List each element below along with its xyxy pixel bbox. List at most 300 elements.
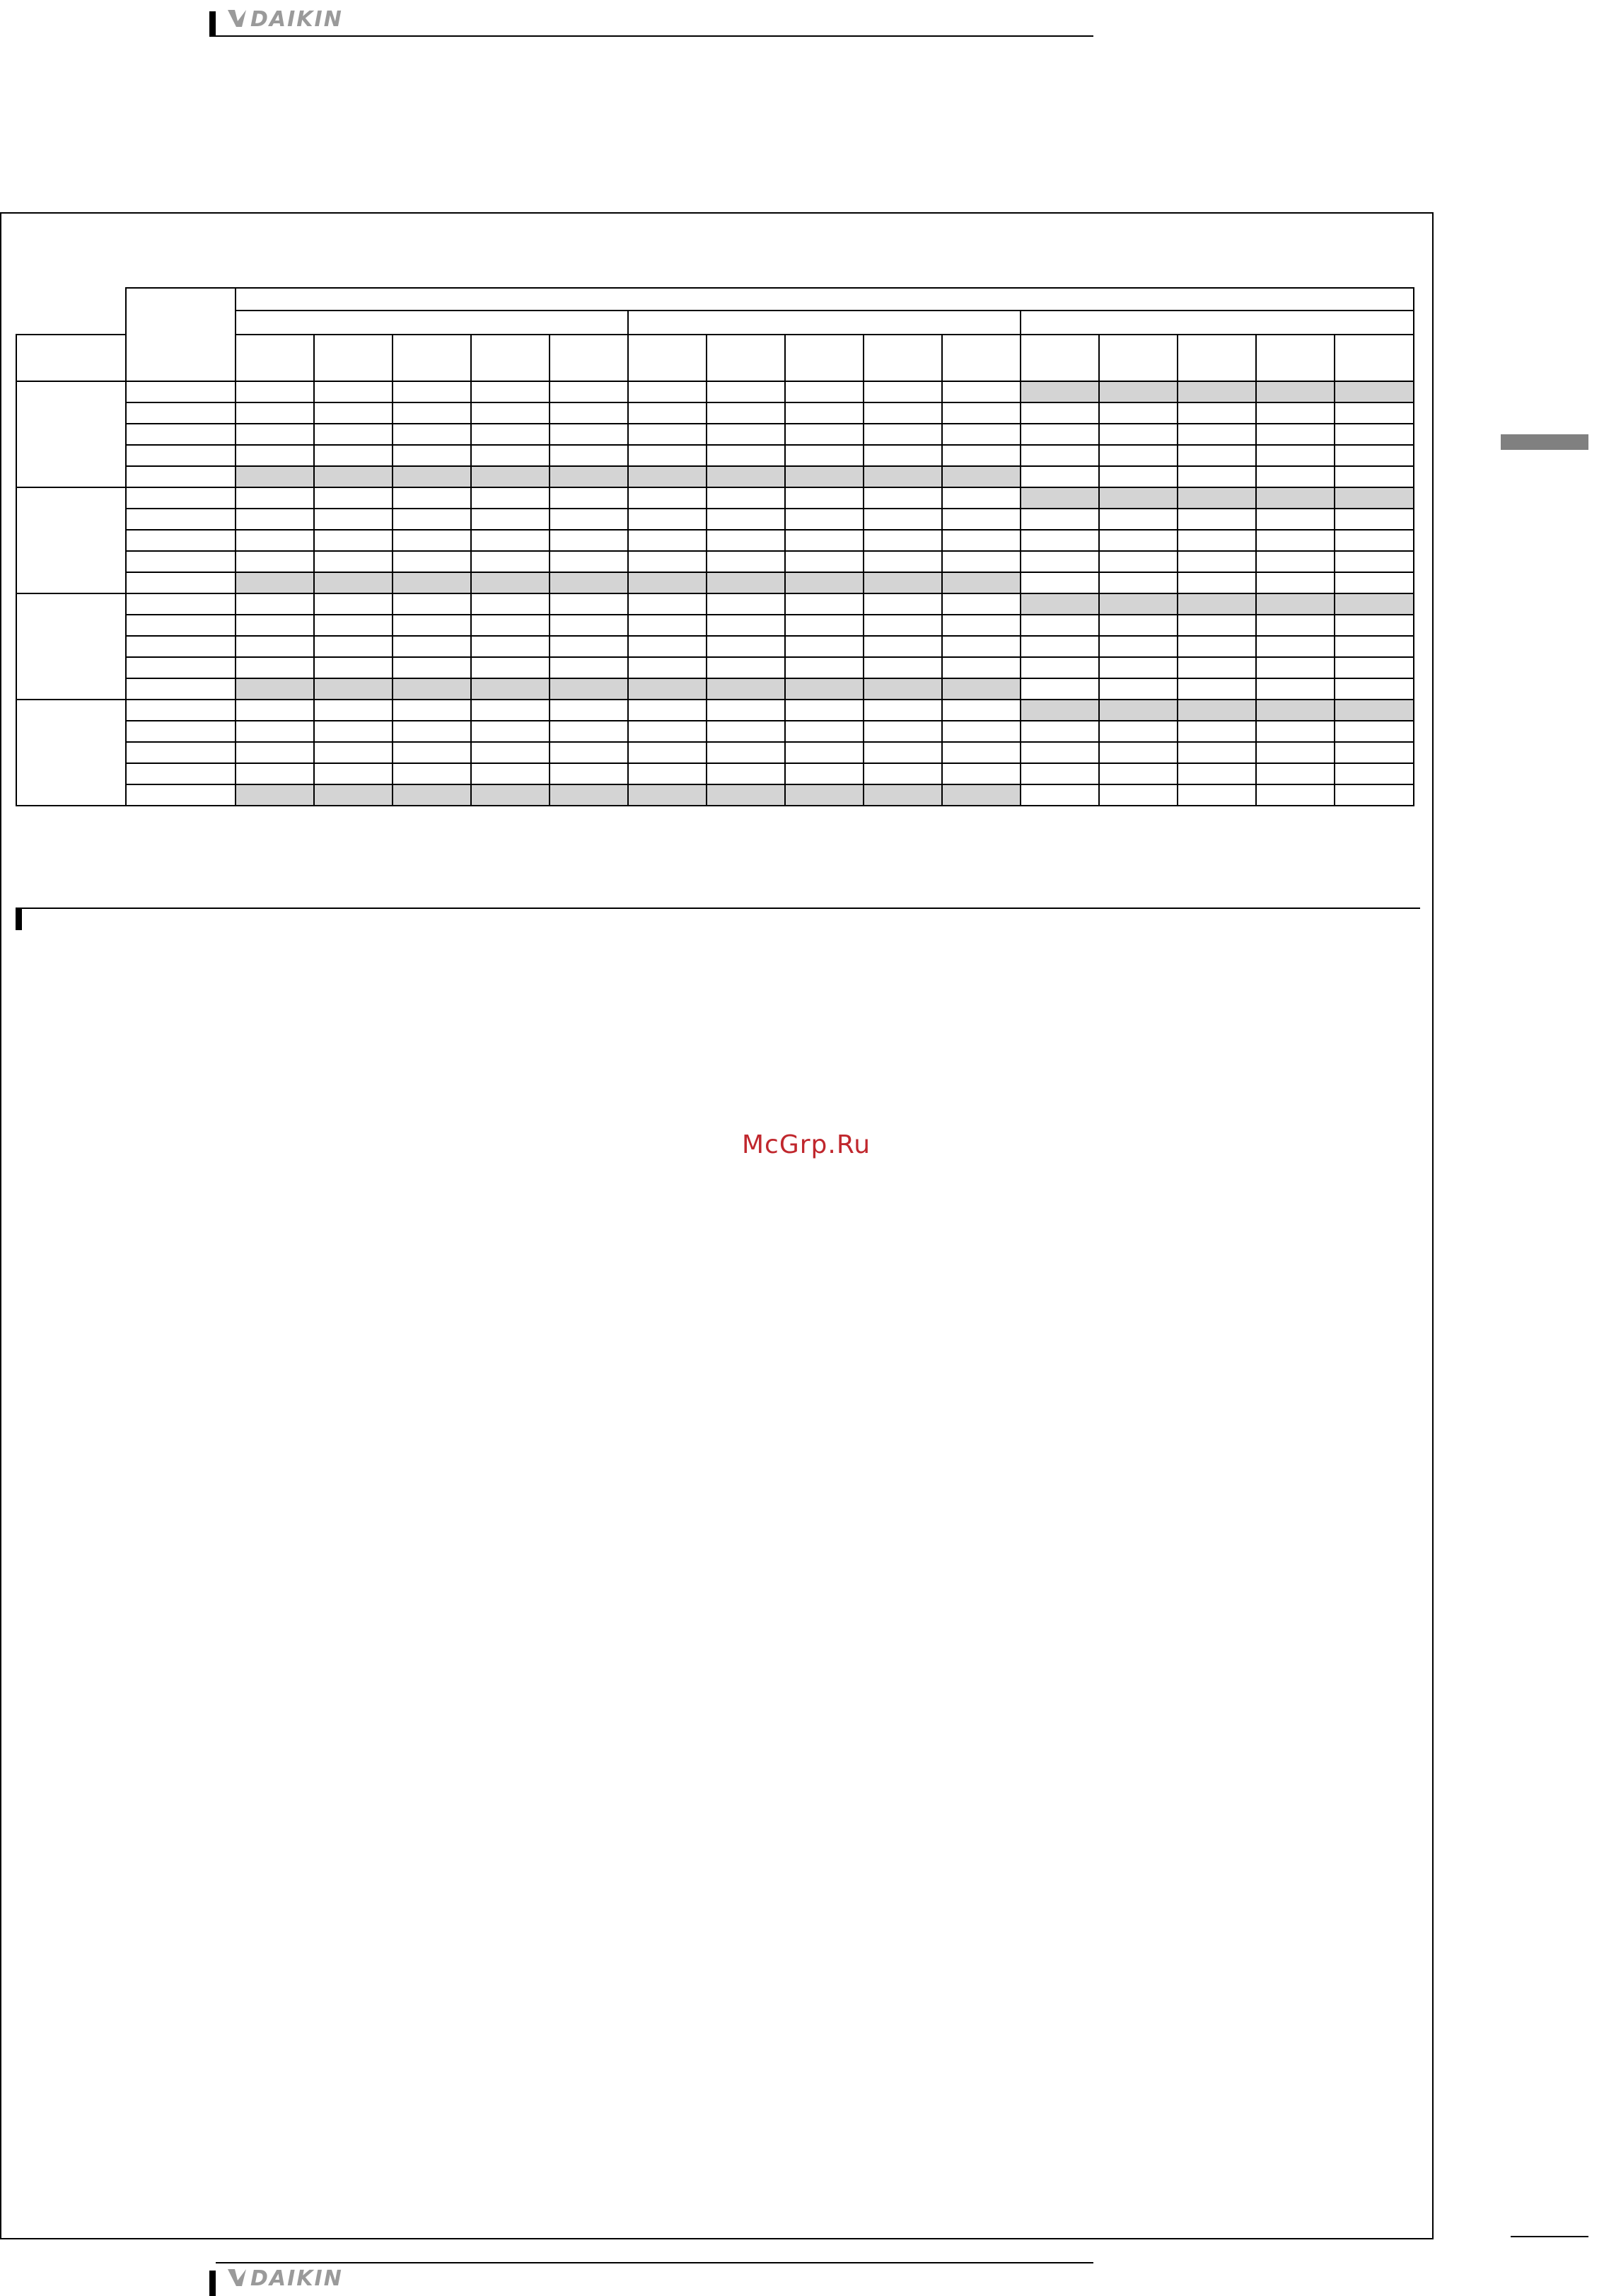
table-cell xyxy=(314,615,393,636)
table-cell xyxy=(1256,636,1335,657)
table-cell xyxy=(471,530,550,551)
table-row xyxy=(16,381,1414,402)
table-cell xyxy=(628,784,707,806)
footer-brand-mark xyxy=(209,2271,216,2296)
table-cell xyxy=(1021,424,1099,445)
table-cell xyxy=(393,402,471,424)
table-cell xyxy=(314,381,393,402)
table-cell xyxy=(1099,445,1178,466)
table-cell xyxy=(707,424,785,445)
table-cell xyxy=(1256,721,1335,742)
table-cell xyxy=(864,593,942,615)
table-cell xyxy=(942,445,1021,466)
table-cell xyxy=(1178,509,1256,530)
table-cell xyxy=(785,700,864,721)
table-cell xyxy=(864,445,942,466)
table-cell xyxy=(1178,572,1256,593)
table-cell xyxy=(1178,402,1256,424)
table-cell xyxy=(1256,678,1335,700)
table-cell xyxy=(550,487,628,509)
daikin-logo-icon xyxy=(228,2268,246,2288)
table-column-header xyxy=(1021,335,1099,381)
table-cell xyxy=(393,572,471,593)
table-column-header xyxy=(785,335,864,381)
table-cell xyxy=(236,381,314,402)
table-row-label xyxy=(126,551,236,572)
table-cell xyxy=(1256,593,1335,615)
table-cell xyxy=(1099,615,1178,636)
table-row-label xyxy=(126,678,236,700)
table-cell xyxy=(864,509,942,530)
table-cell xyxy=(1099,402,1178,424)
table-column-header xyxy=(1178,335,1256,381)
table-cell xyxy=(1178,636,1256,657)
table-cell xyxy=(1178,784,1256,806)
table-cell xyxy=(785,509,864,530)
table-cell xyxy=(471,700,550,721)
table-cell xyxy=(393,700,471,721)
table-cell xyxy=(864,466,942,487)
table-cell xyxy=(864,424,942,445)
table-cell xyxy=(236,678,314,700)
table-cell xyxy=(1099,763,1178,784)
table-cell xyxy=(785,615,864,636)
table-cell xyxy=(471,551,550,572)
table-cell xyxy=(471,784,550,806)
table-cell xyxy=(471,763,550,784)
table-row-label xyxy=(126,636,236,657)
table-cell xyxy=(236,572,314,593)
table-cell xyxy=(1335,700,1414,721)
table-cell xyxy=(1335,763,1414,784)
table-header-row xyxy=(16,288,1414,311)
table-cell xyxy=(785,593,864,615)
table-cell xyxy=(942,381,1021,402)
table-cell xyxy=(1021,572,1099,593)
table-group-header xyxy=(16,335,126,381)
table-column-header xyxy=(864,335,942,381)
table-cell xyxy=(1099,487,1178,509)
table-row xyxy=(16,445,1414,466)
table-row-label xyxy=(126,615,236,636)
table-cell xyxy=(1178,700,1256,721)
table-cell xyxy=(1021,551,1099,572)
table-cell xyxy=(550,424,628,445)
table-cell xyxy=(236,721,314,742)
table-cell xyxy=(1256,445,1335,466)
table-cell xyxy=(1099,784,1178,806)
table-cell xyxy=(471,424,550,445)
table-cell xyxy=(236,402,314,424)
table-cell xyxy=(864,721,942,742)
table-cell xyxy=(1021,381,1099,402)
table-cell xyxy=(314,784,393,806)
table-cell xyxy=(707,615,785,636)
table-cell xyxy=(1099,424,1178,445)
table-cell xyxy=(942,721,1021,742)
table-cell xyxy=(707,551,785,572)
table-cell xyxy=(314,763,393,784)
table-cell xyxy=(236,424,314,445)
table-cell xyxy=(628,530,707,551)
table-cell xyxy=(785,742,864,763)
table-cell xyxy=(864,784,942,806)
table-cell xyxy=(628,593,707,615)
footer-brand-text: DAIKIN xyxy=(250,2266,343,2291)
table-cell xyxy=(236,509,314,530)
table-cell xyxy=(550,530,628,551)
table-cell xyxy=(550,678,628,700)
table-cell xyxy=(785,657,864,678)
table-cell xyxy=(942,678,1021,700)
table-cell xyxy=(1335,784,1414,806)
table-row xyxy=(16,657,1414,678)
table-group-label xyxy=(16,487,126,593)
table-row xyxy=(16,721,1414,742)
table-cell xyxy=(1021,784,1099,806)
table-cell xyxy=(864,530,942,551)
table-cell xyxy=(942,402,1021,424)
table-row xyxy=(16,636,1414,657)
table-cell xyxy=(393,593,471,615)
table-cell xyxy=(942,657,1021,678)
table-cell xyxy=(1178,466,1256,487)
table-cell xyxy=(1178,593,1256,615)
table-cell xyxy=(236,551,314,572)
table-cell xyxy=(785,572,864,593)
table-cell xyxy=(1021,657,1099,678)
table-cell xyxy=(393,615,471,636)
table-column-header xyxy=(550,335,628,381)
table-row xyxy=(16,593,1414,615)
table-cell xyxy=(942,530,1021,551)
table-cell xyxy=(1021,763,1099,784)
table-cell xyxy=(942,424,1021,445)
table-cell xyxy=(1021,445,1099,466)
table-cell xyxy=(471,615,550,636)
table-cell xyxy=(942,784,1021,806)
table-cell xyxy=(628,551,707,572)
table-cell xyxy=(864,657,942,678)
table-corner xyxy=(16,288,126,311)
table-cell xyxy=(1099,593,1178,615)
table-cell xyxy=(1256,424,1335,445)
table-cell xyxy=(1335,636,1414,657)
table-cell xyxy=(1178,678,1256,700)
table-cell xyxy=(864,402,942,424)
table-cell xyxy=(1021,678,1099,700)
table-cell xyxy=(314,530,393,551)
table-cell xyxy=(314,551,393,572)
table-cell xyxy=(236,742,314,763)
table-cell xyxy=(785,487,864,509)
table-column-group-header xyxy=(236,311,628,335)
table-cell xyxy=(864,763,942,784)
table-cell xyxy=(1099,636,1178,657)
table-row xyxy=(16,487,1414,509)
table-cell xyxy=(471,721,550,742)
table-cell xyxy=(707,509,785,530)
table-cell xyxy=(785,636,864,657)
table-cell xyxy=(1335,593,1414,615)
table-cell xyxy=(864,551,942,572)
table-cell xyxy=(785,784,864,806)
table-row-label xyxy=(126,700,236,721)
table-label-header xyxy=(126,288,236,381)
table-row xyxy=(16,402,1414,424)
table-cell xyxy=(1335,657,1414,678)
table-row-label xyxy=(126,657,236,678)
table-cell xyxy=(236,700,314,721)
table-cell xyxy=(1256,572,1335,593)
table-cell xyxy=(1256,657,1335,678)
table-cell xyxy=(1021,530,1099,551)
table-row-label xyxy=(126,509,236,530)
table-cell xyxy=(550,636,628,657)
table-cell xyxy=(1099,551,1178,572)
table-cell xyxy=(864,615,942,636)
table-cell xyxy=(1099,742,1178,763)
table-cell xyxy=(785,763,864,784)
table-row-label xyxy=(126,742,236,763)
table-cell xyxy=(864,636,942,657)
footer-side-rule xyxy=(1511,2236,1588,2237)
table-cell xyxy=(550,721,628,742)
table-top-header xyxy=(236,288,1414,311)
table-cell xyxy=(471,572,550,593)
table-cell xyxy=(393,424,471,445)
table-cell xyxy=(1021,742,1099,763)
table-cell xyxy=(785,530,864,551)
table-cell xyxy=(942,763,1021,784)
header-rule xyxy=(216,35,1093,37)
table-cell xyxy=(471,593,550,615)
table-cell xyxy=(707,742,785,763)
table-cell xyxy=(1178,742,1256,763)
table-cell xyxy=(1335,381,1414,402)
table-cell xyxy=(1099,466,1178,487)
table-row-label xyxy=(126,784,236,806)
table-row-label xyxy=(126,466,236,487)
table-cell xyxy=(1256,381,1335,402)
table-row xyxy=(16,678,1414,700)
chapter-side-tab xyxy=(1501,434,1588,450)
table-column-header xyxy=(707,335,785,381)
table-cell xyxy=(628,487,707,509)
table-cell xyxy=(314,636,393,657)
table-cell xyxy=(314,657,393,678)
table-cell xyxy=(707,530,785,551)
table-cell xyxy=(236,487,314,509)
table-cell xyxy=(1021,466,1099,487)
table-cell xyxy=(628,572,707,593)
table-cell xyxy=(628,721,707,742)
table-row xyxy=(16,615,1414,636)
table-cell xyxy=(1021,509,1099,530)
table-row xyxy=(16,784,1414,806)
table-cell xyxy=(1335,530,1414,551)
table-cell xyxy=(942,615,1021,636)
table-cell xyxy=(236,636,314,657)
table-cell xyxy=(314,700,393,721)
table-cell xyxy=(1021,615,1099,636)
table-cell xyxy=(1021,402,1099,424)
header-brand-logo xyxy=(228,8,343,31)
table-group-label xyxy=(16,700,126,806)
table-cell xyxy=(785,466,864,487)
table-row xyxy=(16,742,1414,763)
table-cell xyxy=(864,678,942,700)
table-cell xyxy=(393,657,471,678)
table-cell xyxy=(1256,487,1335,509)
table-cell xyxy=(550,509,628,530)
table-cell xyxy=(864,487,942,509)
table-cell xyxy=(1256,742,1335,763)
table-cell xyxy=(471,466,550,487)
table-cell xyxy=(1256,402,1335,424)
table-cell xyxy=(1335,678,1414,700)
table-cell xyxy=(236,763,314,784)
table-cell xyxy=(1256,551,1335,572)
table-cell xyxy=(942,551,1021,572)
table-row xyxy=(16,700,1414,721)
table-cell xyxy=(1021,721,1099,742)
table-cell xyxy=(785,381,864,402)
table-cell xyxy=(1335,721,1414,742)
table-cell xyxy=(628,742,707,763)
table-cell xyxy=(1335,509,1414,530)
header-brand-mark xyxy=(209,11,216,37)
table-cell xyxy=(1335,615,1414,636)
table-cell xyxy=(1256,700,1335,721)
table-column-header xyxy=(314,335,393,381)
table-cell xyxy=(1099,657,1178,678)
table-cell xyxy=(707,721,785,742)
table-cell xyxy=(628,381,707,402)
table-row-label xyxy=(126,572,236,593)
table-cell xyxy=(707,657,785,678)
table-cell xyxy=(393,636,471,657)
table-cell xyxy=(550,381,628,402)
table-cell xyxy=(236,784,314,806)
table-cell xyxy=(393,742,471,763)
table-cell xyxy=(236,615,314,636)
table-cell xyxy=(942,466,1021,487)
table-cell xyxy=(236,657,314,678)
table-cell xyxy=(707,402,785,424)
table-cell xyxy=(1335,572,1414,593)
table-cell xyxy=(393,678,471,700)
table-cell xyxy=(550,763,628,784)
header-brand-text: DAIKIN xyxy=(250,7,343,32)
table-cell xyxy=(550,700,628,721)
table-cell xyxy=(550,551,628,572)
table-row xyxy=(16,572,1414,593)
table-cell xyxy=(1099,509,1178,530)
table-cell xyxy=(707,636,785,657)
table-cell xyxy=(471,487,550,509)
table-cell xyxy=(628,636,707,657)
table-cell xyxy=(393,551,471,572)
table-cell xyxy=(628,763,707,784)
table-cell xyxy=(628,615,707,636)
table-cell xyxy=(942,593,1021,615)
table-cell xyxy=(314,445,393,466)
table-column-header xyxy=(471,335,550,381)
footer-rule xyxy=(216,2262,1093,2263)
table-cell xyxy=(1099,572,1178,593)
table-cell xyxy=(1099,530,1178,551)
table-cell xyxy=(1256,466,1335,487)
table-cell xyxy=(1178,551,1256,572)
table-cell xyxy=(1099,678,1178,700)
table-row-label xyxy=(126,487,236,509)
table-cell xyxy=(1256,615,1335,636)
table-cell xyxy=(942,572,1021,593)
table-cell xyxy=(393,466,471,487)
table-cell xyxy=(1256,763,1335,784)
table-cell xyxy=(785,551,864,572)
table-cell xyxy=(236,445,314,466)
table-cell xyxy=(707,381,785,402)
table-cell xyxy=(1178,657,1256,678)
table-cell xyxy=(236,530,314,551)
table-cell xyxy=(628,509,707,530)
table-row-label xyxy=(126,424,236,445)
table-cell xyxy=(393,721,471,742)
table-cell xyxy=(550,466,628,487)
table-cell xyxy=(785,678,864,700)
table-cell xyxy=(550,742,628,763)
table-cell xyxy=(236,466,314,487)
table-cell xyxy=(1335,551,1414,572)
table-column-group-header xyxy=(628,311,1021,335)
table-cell xyxy=(707,445,785,466)
table-cell xyxy=(1178,721,1256,742)
table-column-header xyxy=(393,335,471,381)
page-footer xyxy=(209,2262,1093,2296)
table-cell xyxy=(707,593,785,615)
table-cell xyxy=(1335,742,1414,763)
table-cell xyxy=(471,657,550,678)
table-cell xyxy=(393,381,471,402)
table-cell xyxy=(707,763,785,784)
table-cell xyxy=(1178,530,1256,551)
table-cell xyxy=(550,445,628,466)
table-cell xyxy=(393,784,471,806)
table-cell xyxy=(314,678,393,700)
table-cell xyxy=(1021,700,1099,721)
page-header xyxy=(209,3,1093,37)
table-cell xyxy=(628,700,707,721)
table-cell xyxy=(1256,509,1335,530)
table-cell xyxy=(314,424,393,445)
table-cell xyxy=(1178,487,1256,509)
table-cell xyxy=(471,402,550,424)
table-cell xyxy=(628,657,707,678)
table-cell xyxy=(942,700,1021,721)
table-cell xyxy=(236,593,314,615)
table-cell xyxy=(1021,636,1099,657)
table-row-label xyxy=(126,381,236,402)
table-cell xyxy=(628,466,707,487)
table-cell xyxy=(314,593,393,615)
table-cell xyxy=(785,402,864,424)
table-cell xyxy=(707,678,785,700)
table-column-header xyxy=(942,335,1021,381)
table-cell xyxy=(785,424,864,445)
table-column-header xyxy=(1099,335,1178,381)
